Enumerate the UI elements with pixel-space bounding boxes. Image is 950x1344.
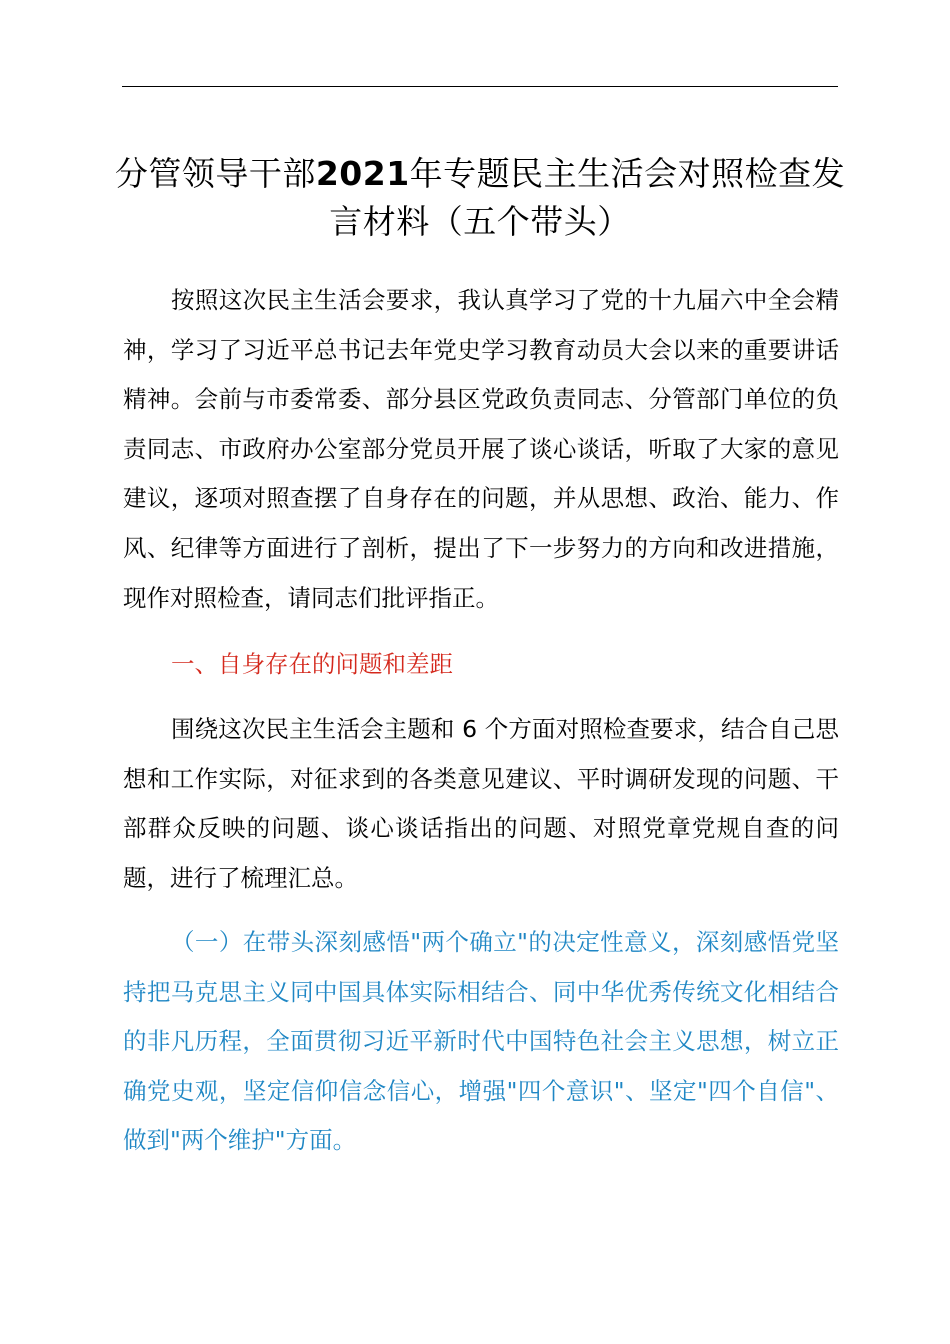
- section-heading-1: 一、自身存在的问题和差距: [171, 650, 453, 678]
- intro-paragraph: 按照这次民主生活会要求，我认真学习了党的十九届六中全会精神，学习了习近平总书记去年党史学习教育动员大会以来的重要讲话精神。会前与市委常委、部分县区党政负责同志、分管部门单位的负责同志、市政府办公室部分党员开展了谈心谈话，听取了大家的意见建议，逐项对照查摆了自身存在的问题，并从思想、政治、能力、作风、纪律等方面进行了剖析，提出了下一步努力的方向和改进措施，现作对照检查，请同志们批评指正。: [123, 286, 839, 612]
- title-prefix: 分管领导干部: [114, 154, 316, 193]
- section-1-paragraph: 围绕这次民主生活会主题和 6 个方面对照检查要求，结合自己思想和工作实际，对征求到的各类意见建议、平时调研发现的问题、干部群众反映的问题、谈心谈话指出的问题、对照党章党规自查的问题，进行了梳理汇总。: [123, 715, 839, 892]
- header-rule: [122, 86, 838, 87]
- document-title: [112, 150, 848, 246]
- title-suffix: 年专题民主生活会对照检查发言材料（五个带头）: [329, 154, 846, 241]
- subsection-1-paragraph: （一）在带头深刻感悟"两个确立"的决定性意义，深刻感悟党坚持把马克思主义同中国具体实际相结合、同中华优秀传统文化相结合的非凡历程，全面贯彻习近平新时代中国特色社会主义思想，树立正确党史观，坚定信仰信念信心，增强"四个意识"、坚定"四个自信"、做到"两个维护"方面。: [123, 928, 839, 1155]
- title-year: 2021: [315, 154, 410, 193]
